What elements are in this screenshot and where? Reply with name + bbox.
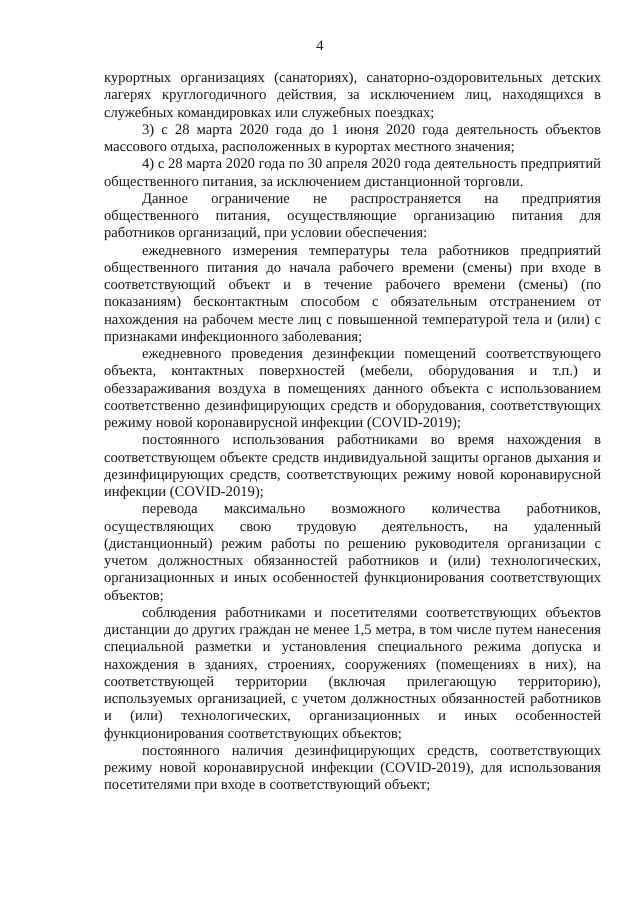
paragraph-temperature-measurement: ежедневного измерения температуры тела работников предприятий общественного питания до начала рабочего времени (смены) при входе в соответствующий объект и в течение рабочего времени (смены) (по показаниям) бесконтактным способом с обязательным отстранением от нахождения на рабочем месте лиц с повышенной температурой тела и (или) с признаками инфекционного заболевания; — [104, 242, 601, 345]
page-number: 4 — [316, 38, 324, 54]
paragraph-restriction-exception: Данное ограничение не распространяется на предприятия общественного питания, осуществляющие организацию питания для работников организаций, при условии обеспечения: — [104, 190, 601, 242]
paragraph-protective-equipment: постоянного использования работниками во время нахождения в соответствующем объекте средств индивидуальной защиты органов дыхания и дезинфицирующих средств, соответствующих режиму новой коронавирусной инфекции (COVID-2019); — [104, 432, 601, 500]
paragraph-item-3-mass-recreation: 3) с 28 марта 2020 года до 1 июня 2020 года деятельность объектов массового отдыха, расположенных в курортах местного значения; — [104, 121, 601, 155]
document-body — [104, 70, 601, 795]
paragraph-item-4-catering: 4) с 28 марта 2020 года по 30 апреля 2020 года деятельность предприятий общественного питания, за исключением дистанционной торговли. — [104, 156, 601, 190]
paragraph-disinfection: ежедневного проведения дезинфекции помещений соответствующего объекта, контактных поверхностей (мебели, оборудования и т.п.) и обеззараживания воздуха в помещениях данного объекта с использованием соответственно дезинфицирующих средств и оборудования, соответствующих режиму новой коронавирусной инфекции (COVID-2019); — [104, 346, 601, 431]
paragraph-continuation-resort-organizations: курортных организациях (санаториях), санаторно-оздоровительных детских лагерях круглогодичного действия, за исключением лиц, находящихся в служебных командировках или служебных поездках; — [104, 70, 601, 121]
paragraph-disinfectant-availability: постоянного наличия дезинфицирующих средств, соответствующих режиму новой коронавирусной инфекции (COVID-2019), для использования посетителями при входе в соответствующий объект; — [104, 742, 601, 794]
paragraph-social-distance: соблюдения работниками и посетителями соответствующих объектов дистанции до других граждан не менее 1,5 метра, в том числе путем нанесения специальной разметки и установления специального режима допуска и нахождения в зданиях, строениях, сооружениях (помещениях в них), на соответствующей территории (включая прилегающую территорию), используемых организацией, с учетом должностных обязанностей работников и (или) технологических, организационных и иных особенностей функционирования соответствующих объектов; — [104, 604, 601, 742]
paragraph-remote-work: перевода максимально возможного количества работников, осуществляющих свою трудовую деятельность, на удаленный (дистанционный) режим работы по решению руководителя организации с учетом должностных обязанностей работников и (или) технологических, организационных и иных особенностей функционирования соответствующих объектов; — [104, 501, 601, 604]
